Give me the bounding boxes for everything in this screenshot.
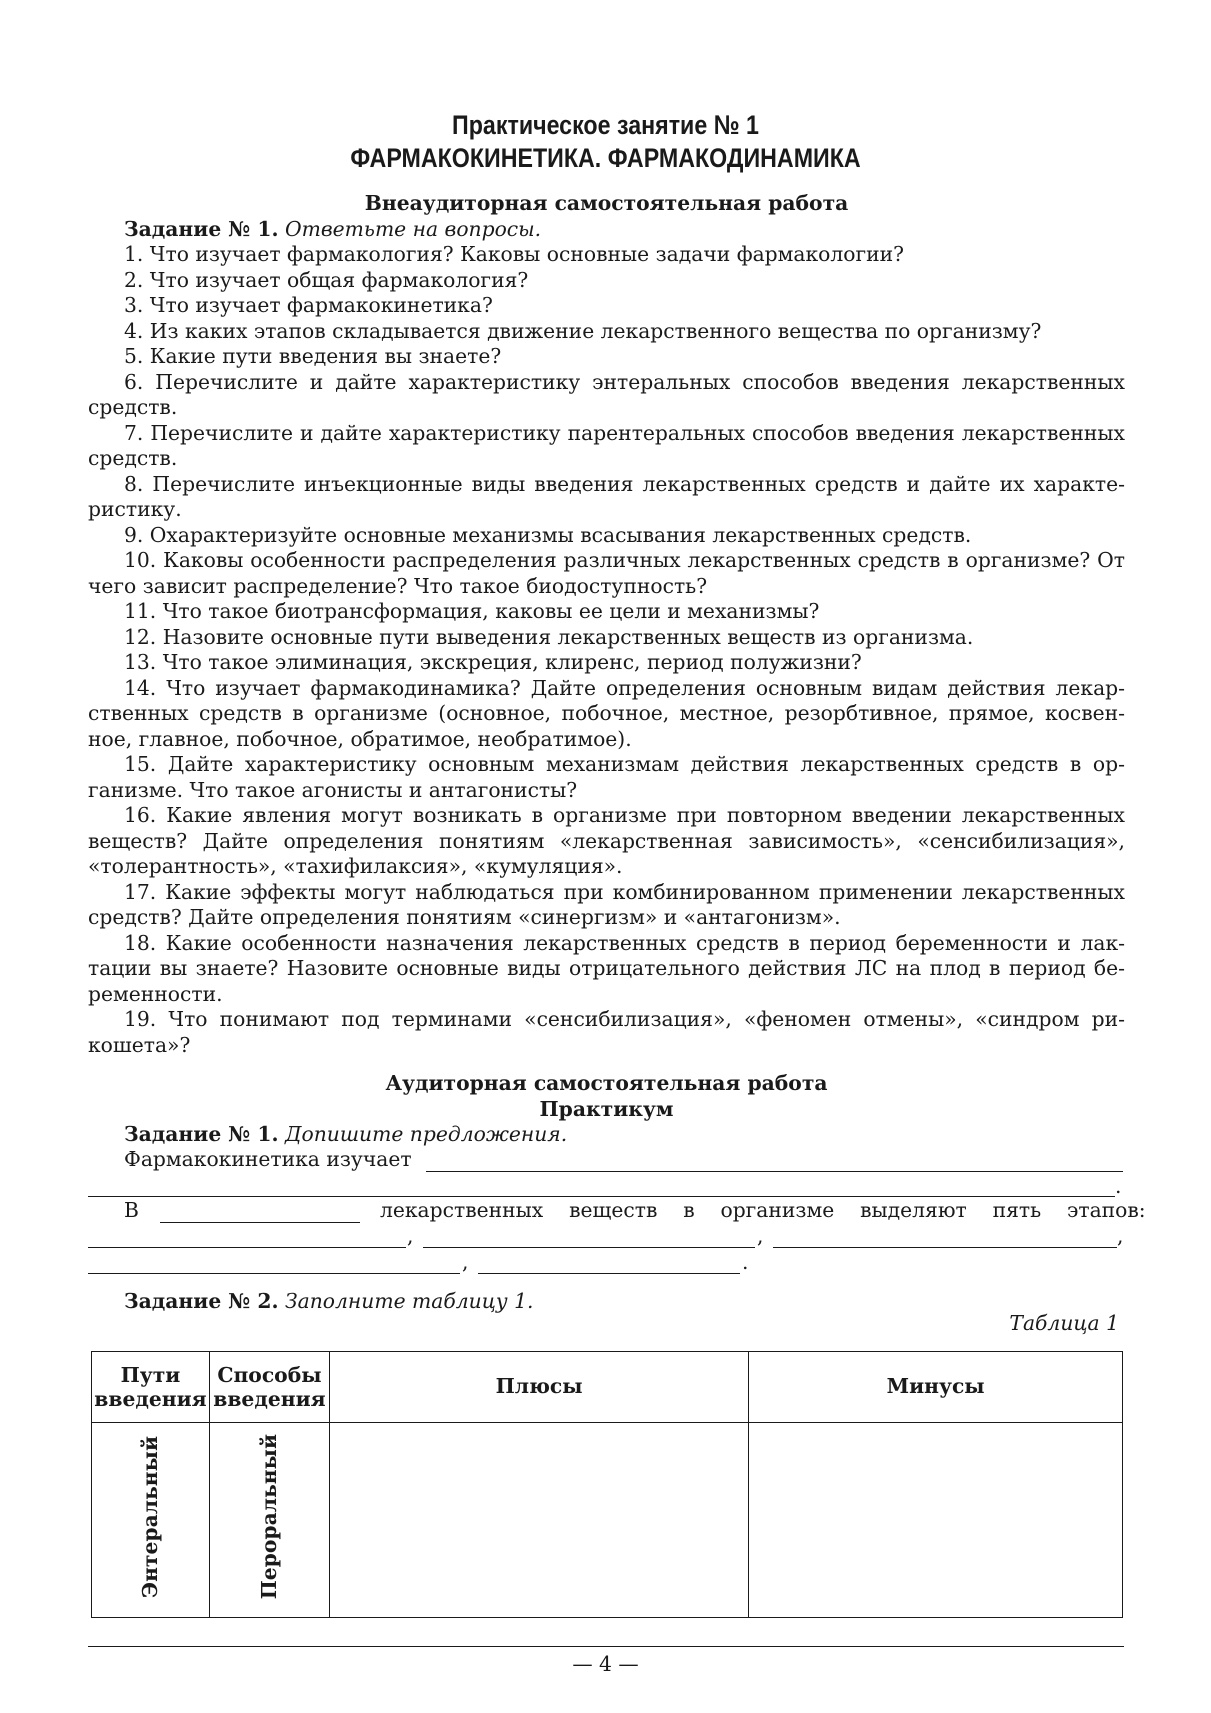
header-label: Пути введения [94,1363,207,1411]
punctuation: . [742,1250,749,1274]
task-line [88,1122,1125,1148]
task-label: Задание № 2. [124,1289,279,1313]
method-label: Пероральный [256,1434,281,1600]
task-text: Допишите предложения. [285,1122,568,1146]
answer-blank[interactable] [88,1196,1115,1197]
question-item: 3. Что изучает фармакокинетика? [124,293,493,317]
question-item: 4. Из каких этапов складывается движение лекарственного вещества по организму? [124,318,1042,343]
header-label: Способы введения [213,1363,326,1411]
page-title: Практическое занятие № 1 [452,110,759,140]
footer-divider [88,1646,1124,1647]
question-item: 11. Что такое биотрансформация, каковы ее цели и механизмы? [124,599,820,623]
task-label: Задание № 1. [124,216,279,241]
question-item: 6. Перечислите и дайте характеристику энтеральных способов введения лекарственных средств. [88,369,1125,419]
table-row [92,1423,1123,1618]
question-item: 10. Каковы особенности распределения различных лекарственных средств в организме? От чего зависит распределение? Что такое биодоступность? [88,548,1125,598]
answer-blank[interactable] [423,1247,755,1248]
sentence-text: Фармакокинетика изучает [124,1147,412,1171]
question-item: 18. Какие особенности назначения лекарственных средств в период беременности и лактации вы знаете? Назовите основные виды отрицательного действия ЛС на плод в период беременности. [88,930,1125,1006]
sentence-text: В [124,1198,139,1222]
question-item: 12. Назовите основные пути выведения лекарственных веществ из организма. [124,624,974,649]
page-number: — 4 — [572,1652,639,1676]
table-1 [91,1351,1123,1618]
header-cell [92,1352,210,1423]
answer-blank[interactable] [773,1247,1117,1248]
question-item: 14. Что изучает фармакодинамика? Дайте определения основным видам действия лекарственных средств в организме (основное, побочное, местное, резорбтивное, прямое, косвенное, главное, побочное, обратимое, необратимое). [88,675,1125,751]
sentence-text: лекарственных веществ в организме выделяют пять этапов: [380,1198,1146,1222]
table-header-row [92,1352,1123,1423]
task-text: Заполните таблицу 1. [285,1289,534,1313]
task-text: Ответьте на вопросы. [285,216,542,241]
question-list [88,242,1125,1058]
task-line [88,217,1125,243]
punctuation: , [462,1250,469,1274]
header-cell [209,1352,329,1423]
header-label: Плюсы [495,1374,583,1399]
punctuation: , [407,1224,414,1248]
answer-blank[interactable] [88,1273,460,1274]
question-item: 19. Что понимают под терминами «сенсибилизация», «феномен отмены», «синдром рикошета»? [88,1007,1125,1057]
punctuation: , [757,1224,764,1248]
question-item: 16. Какие явления могут возникать в организме при повторном введении лекарственных веществ? Дайте определения понятиям «лекарственная зависимость», «сенсибилизация», «толерантность», «тахифилаксия», «кумуляция». [88,803,1125,878]
pros-cell[interactable] [329,1423,748,1618]
header-label: Минусы [886,1374,985,1399]
answer-blank[interactable] [160,1222,360,1223]
classroom-section [88,1071,1125,1148]
task-line [124,1289,533,1315]
section-title: Внеаудиторная самостоятельная работа [364,191,849,215]
question-item: 15. Дайте характеристику основным механизмам действия лекарственных средств в организме. Что такое агонисты и антагонисты? [88,752,1125,802]
table-cell [92,1423,210,1618]
question-item: 8. Перечислите инъекционные виды введения лекарственных средств и дайте их характеристику. [88,471,1125,521]
cons-cell[interactable] [749,1423,1123,1618]
question-item: 13. Что такое элиминация, экскреция, клиренс, период полужизни? [124,650,862,674]
section-subtitle: Практикум [539,1096,674,1121]
answer-blank[interactable] [426,1171,1123,1172]
question-item: 2. Что изучает общая фармакология? [124,267,529,292]
page-subtitle: ФАРМАКОКИНЕТИКА. ФАРМАКОДИНАМИКА [350,143,861,173]
question-item: 5. Какие пути введения вы знаете? [124,344,502,368]
question-item: 17. Какие эффекты могут наблюдаться при комбинированном применении лекарственных средств? Дайте определения понятиям «синергизм» и «антагонизм». [88,879,1125,929]
header-cell [749,1352,1123,1423]
question-item: 7. Перечислите и дайте характеристику парентеральных способов введения лекарственных средств. [88,420,1125,470]
table-caption: Таблица 1 [1009,1311,1119,1335]
route-label: Энтеральный [137,1435,162,1598]
punctuation: . [1115,1174,1122,1198]
answer-blank[interactable] [88,1247,406,1248]
table-cell [209,1423,329,1618]
header-cell [329,1352,748,1423]
question-item: 1. Что изучает фармакология? Каковы основные задачи фармакологии? [124,242,905,266]
question-item: 9. Охарактеризуйте основные механизмы всасывания лекарственных средств. [124,522,972,547]
punctuation: , [1117,1224,1124,1248]
extracurricular-section [88,191,1125,1058]
task-label: Задание № 1. [124,1122,279,1146]
section-title: Аудиторная самостоятельная работа [385,1071,828,1095]
answer-blank[interactable] [478,1273,740,1274]
